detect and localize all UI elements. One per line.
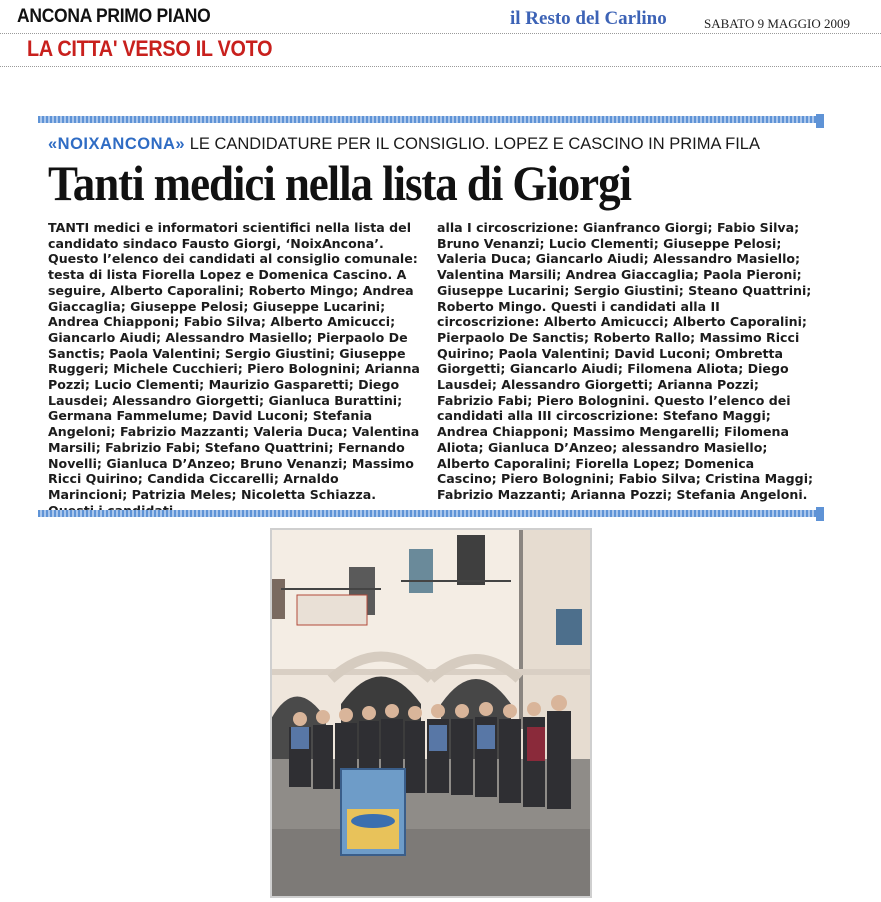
publication-date: SABATO 9 MAGGIO 2009 xyxy=(704,16,851,31)
header-divider-bottom xyxy=(0,66,881,67)
article-body-column-2 xyxy=(437,220,817,502)
article-body-column-1 xyxy=(48,220,420,502)
top-rule-end-right xyxy=(816,114,824,128)
bottom-rule xyxy=(38,510,824,517)
top-rule xyxy=(38,116,824,123)
article-headline: Tanti medici nella lista di Giorgi xyxy=(48,155,631,211)
kicker-brand: «NOIXANCONA» xyxy=(48,135,186,153)
article-kicker xyxy=(48,135,760,154)
header-divider xyxy=(0,33,881,34)
section-title: ANCONA PRIMO PIANO xyxy=(17,6,211,27)
article-paragraph: TANTI medici e informatori scientifici nella lista del candidato sindaco Fausto Giorgi, ‘NoixAncona’. Questo l’elenco dei candidati al consiglio comunale: testa di lista Fiorella Lopez e Domenica Cascino. A seguire, Alberto Caporalini; Roberto Mingo; Andrea Giaccaglia; Giuseppe Pelosi; Giuseppe Lucarini; Andrea Chiapponi; Fabio Silva; Alberto Amicucci; Giancarlo Aiudi; Alessandro Masiello; Pierpaolo De Sanctis; Paola Valentini; Sergio Giustini; Giuseppe Ruggeri; Michele Cucchieri; Piero Bolognini; Arianna Pozzi; Lucio Clementi; Maurizio Gasparetti; Diego Lausdei; Alessandro Giorgetti; Gianluca Burattini; Germana Fammelume; David Luconi; Stefania Angeloni; Fabrizio Mazzanti; Valeria Duca; Valentina Marsili; Fabrizio Fabi; Stefano Quattrini; Fernando Novelli; Gianluca D’Anzeo; Bruno Venanzi; Massimo Ricci Quirino; Candida Ciccarelli; Arnaldo Marincioni; Patrizia Meles; Nicoletta Schiazza. xyxy=(48,220,420,502)
kicker-text: LE CANDIDATURE PER IL CONSIGLIO. LOPEZ E CASCINO IN PRIMA FILA xyxy=(189,135,760,153)
masthead-logo: il Resto del Carlino xyxy=(510,8,667,29)
group-photo-illustration xyxy=(271,529,591,897)
group-photo xyxy=(270,528,592,898)
article-paragraph: alla I circoscrizione: Gianfranco Giorgi; Fabio Silva; Bruno Venanzi; Lucio Clementi; Giuseppe Pelosi; Valeria Duca; Giancarlo Aiudi; Alessandro Masiello; Valentina Marsili; Andrea Giaccaglia; Paola Pieroni; Giuseppe Lucarini; Sergio Giustini; Steano Quattrini; Roberto Mingo. Questi i candidati alla II circoscrizione: Alberto Amicucci; Alberto Caporalini; Pierpaolo De Sanctis; Roberto Rallo; Massimo Ricci Quirino; Paola Valentini; David Luconi; Ombretta Giorgetti; Giancarlo Aiudi; Filomena Aliota; Diego Lausdei; Alessandro Giorgetti; Arianna Pozzi; Fabrizio Fabi; Piero Bolognini. Questo l’elenco dei candidati alla III circoscrizione: Stefano Maggi; Andrea Chiapponi; Massimo Mengarelli; Filomena Aliota; Gianluca D’Anzeo; alessandro Masiello; Alberto Caporalini; Fiorella Lopez; Domenica Cascino; Piero Bolognini; Fabio Silva; Cristina Maggi; Fabrizio Mazzanti; Arianna Pozzi; Stefania Angeloni. xyxy=(437,220,814,502)
bottom-rule-end-right xyxy=(816,507,824,521)
section-subtitle: LA CITTA' VERSO IL VOTO xyxy=(27,36,273,61)
